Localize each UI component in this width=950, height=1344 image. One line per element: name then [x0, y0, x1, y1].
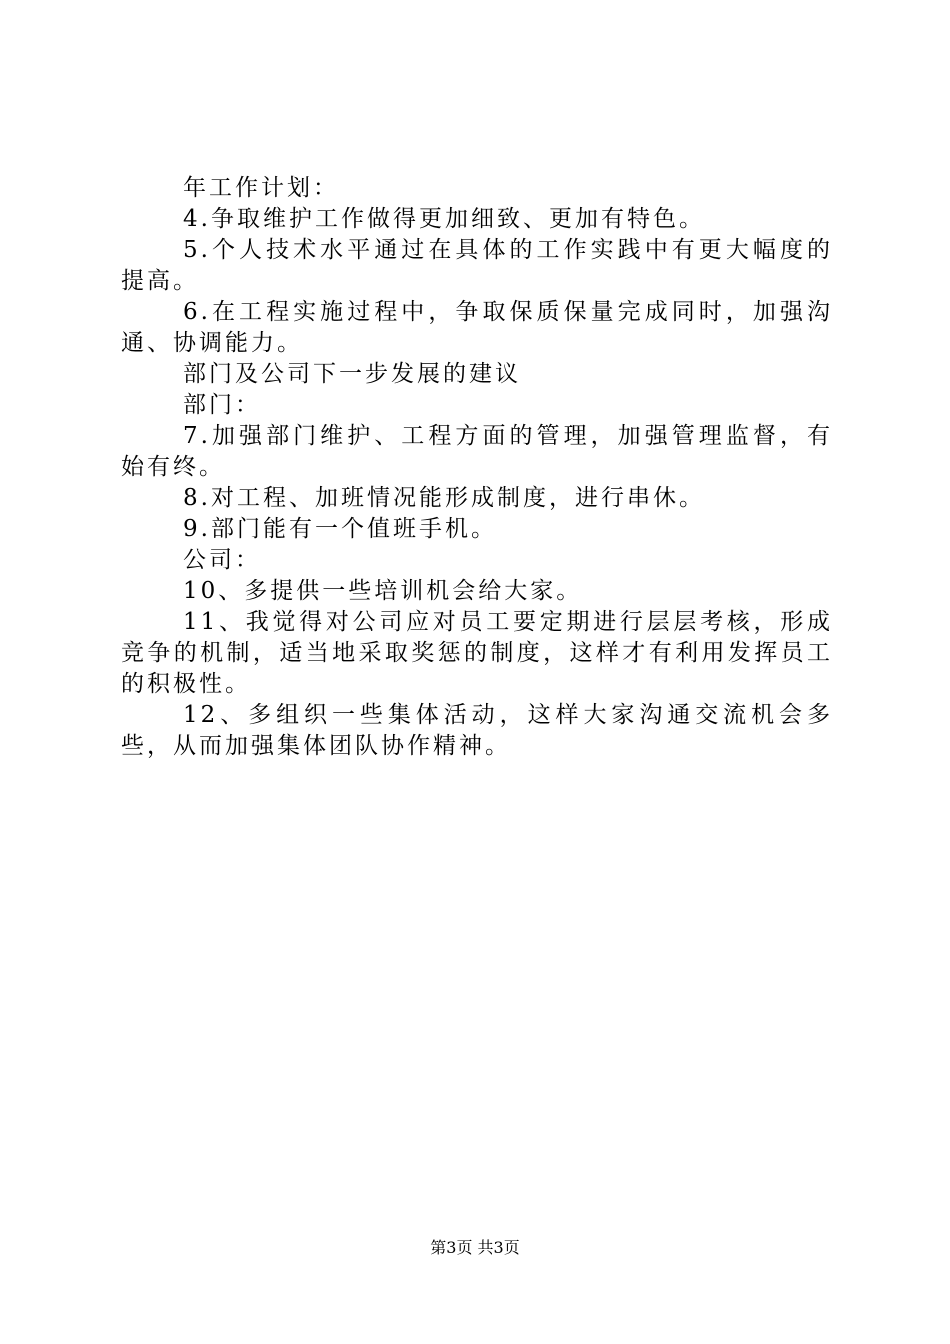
- paragraph-item-7: 7.加强部门维护、工程方面的管理，加强管理监督，有始有终。: [121, 423, 833, 480]
- paragraph-company-label: 公司：: [183, 547, 261, 573]
- page-number-footer: 第3页 共3页: [430, 1238, 520, 1257]
- paragraph-suggestions-heading: 部门及公司下一步发展的建议: [183, 361, 521, 387]
- paragraph-item-4: 4.争取维护工作做得更加细致、更加有特色。: [183, 206, 705, 232]
- paragraph-item-6: 6.在工程实施过程中，争取保质保量完成同时，加强沟通、协调能力。: [121, 299, 833, 356]
- paragraph-item-12: 12、多组织一些集体活动，这样大家沟通交流机会多些，从而加强集体团队协作精神。: [121, 702, 833, 759]
- paragraph-item-11: 11、我觉得对公司应对员工要定期进行层层考核，形成竞争的机制，适当地采取奖惩的制度，这样才有利用发挥员工的积极性。: [121, 609, 833, 697]
- paragraph-item-5: 5.个人技术水平通过在具体的工作实践中有更大幅度的提高。: [121, 237, 833, 294]
- paragraph-department-label: 部门：: [183, 392, 261, 418]
- paragraph-plan-heading: 年工作计划：: [183, 175, 339, 201]
- document-body: [121, 173, 833, 762]
- paragraph-item-9: 9.部门能有一个值班手机。: [183, 516, 497, 542]
- paragraph-item-10: 10、多提供一些培训机会给大家。: [183, 578, 583, 604]
- paragraph-item-8: 8.对工程、加班情况能形成制度，进行串休。: [183, 485, 705, 511]
